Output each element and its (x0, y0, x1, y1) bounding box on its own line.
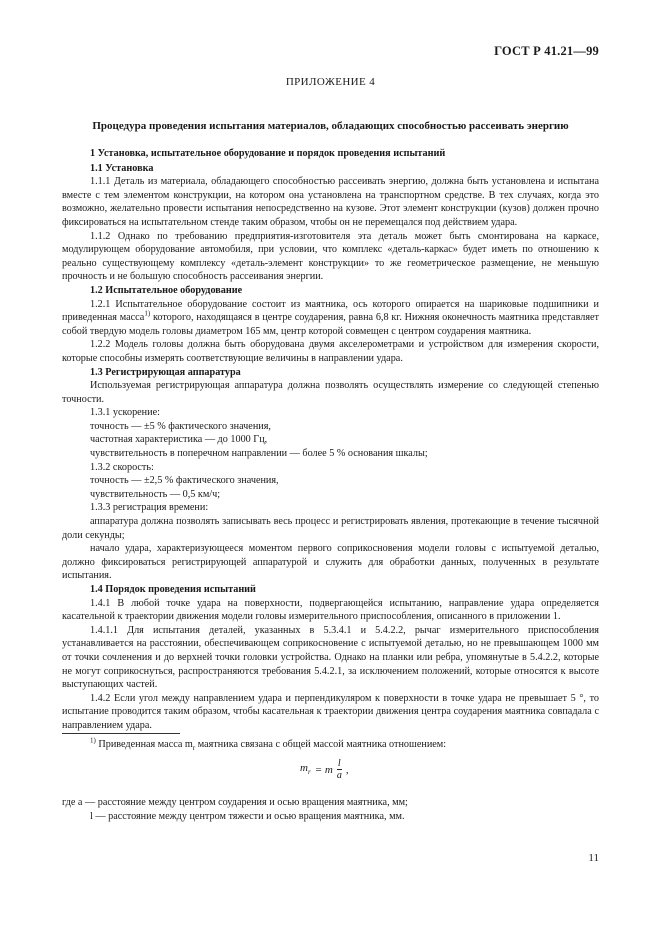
paragraph: начало удара, характеризующееся моментом первого соприкосновения модели головы с испытуемой деталью, должно фиксироваться регистрирующей аппаратурой и служить для обработки данных, полученных в результате испытания. (62, 543, 599, 582)
fraction: $\frac{l}{a}$ (336, 758, 342, 781)
list-item: точность — ±5 % фактического значения, (90, 420, 271, 432)
subsection-heading: 1.3 Регистрирующая аппаратура (90, 366, 241, 378)
page-number: 11 (588, 852, 599, 864)
subsection-heading: 1.2 Испытательное оборудование (90, 284, 243, 296)
paragraph: 1.3.2 скорость: (90, 461, 154, 473)
section-heading: 1 Установка, испытательное оборудование и порядок проведения испытаний (90, 148, 446, 159)
paragraph: 1.2.1 Испытательное оборудование состоит из маятника, ось которого опирается на шариковые подшипники и приведенная масса$^{1)}$ которого, находящаяся в центре соударения, равна 6,8 кг. Нижняя оконечность маятника представляет собой твердую модель головы диаметром 165 мм, центр которой совмещен с центром соударения маятника. (62, 298, 599, 337)
footnote-definition: где a — расстояние между центром соударения и осью вращения маятника, мм; (62, 797, 408, 808)
subsection-heading: 1.4 Порядок проведения испытаний (90, 584, 256, 595)
list-item: точность — ±2,5 % фактического значения, (90, 475, 279, 487)
footnote-definition: l — расстояние между центром тяжести и осью вращения маятника, мм. (90, 811, 405, 822)
paragraph: 1.3.1 ускорение: (90, 407, 160, 419)
document-title: Процедура проведения испытания материалов, обладающих способностью рассеивать энергию (92, 120, 569, 132)
paragraph: 1.1.2 Однако по требованию предприятия-изготовителя эта деталь может быть смонтирована на каркасе, модулирующем оборудование автомобиля, при условии, что комплекс «деталь-каркас» будет иметь по отношению к реально существующему комплексу «деталь-элемент конструкции» то же геометрическое размещение, не меньшую прочность и не большую способность рассеивания энергии. (62, 230, 599, 283)
paragraph: 1.1.1 Деталь из материала, обладающего способностью рассеивать энергию, должна быть установлена и испытана вместе с тем элементом конструкции, на котором она установлена на транспортном средстве. В тех случаях, когда это возможно, желательно провести испытания непосредственно на кузове. Этот элемент конструкции (кузов) должен прочно фиксироваться на испытательном стенде таким образом, чтобы он не перемещался под действием удара. (62, 176, 599, 228)
subsection-heading: 1.1 Установка (90, 162, 154, 174)
paragraph: 1.4.1 В любой точке удара на поверхности, подвергающейся испытанию, направление удара определяется касательной к траектории движения модели головы измерительного приспособления, описанного в приложении 1. (62, 597, 599, 623)
list-item: чувствительность в поперечном направлении — более 5 % основания шкалы; (90, 448, 428, 460)
paragraph: 1.4.2 Если угол между направлением удара и перпендикуляром к поверхности в точке удара не превышает 5 °, то испытание проводится таким образом, чтобы касательная к траектории движения центра соударения маятника совпадала с направлением удара. (62, 692, 599, 731)
paragraph: Используемая регистрирующая аппаратура должна позволять осуществлять измерение со следующей степенью точности. (62, 380, 599, 405)
list-item: чувствительность — 0,5 км/ч; (90, 488, 221, 500)
formula: $m_r$ = m $\frac{l}{a}$ , (300, 758, 349, 781)
document-body (62, 147, 599, 733)
paragraph: 1.3.3 регистрация времени: (90, 502, 209, 514)
paragraph: 1.4.1.1 Для испытания деталей, указанных в 5.3.4.1 и 5.4.2.2, рычаг измерительного приспособления устанавливается на расстоянии, обеспечивающем соприкосновение с испытуемой деталью, но не превышающем 1000 мм от точки сочленения и до верхней точки головки устройства. Однако на планки или ребра, упомянутые в 5.4.2.2, которые не могут соприкоснуться, распространяются требования 5.4.2.1, за исключением положений, которые относятся к высоте выступающих частей. (62, 624, 599, 691)
paragraph: 1.2.2 Модель головы должна быть оборудована двумя акселерометрами и устройством для измерения скорости, которые способны измерять соответствующие величины в направлении удара. (62, 339, 599, 364)
footnote-ref: 1) (144, 309, 151, 318)
footnote: $^{1)}$ Приведенная масса $m_r$ маятника связана с общей массой маятника отношением: (90, 736, 447, 753)
list-item: частотная характеристика — до 1000 Гц, (90, 434, 268, 446)
paragraph: аппаратура должна позволять записывать весь процесс и регистрировать явления, протекающие в течение тысячной доли секунды; (62, 516, 599, 541)
footnote-divider (62, 733, 180, 734)
appendix-label: ПРИЛОЖЕНИЕ 4 (285, 76, 376, 88)
standard-code: ГОСТ Р 41.21—99 (494, 44, 599, 58)
